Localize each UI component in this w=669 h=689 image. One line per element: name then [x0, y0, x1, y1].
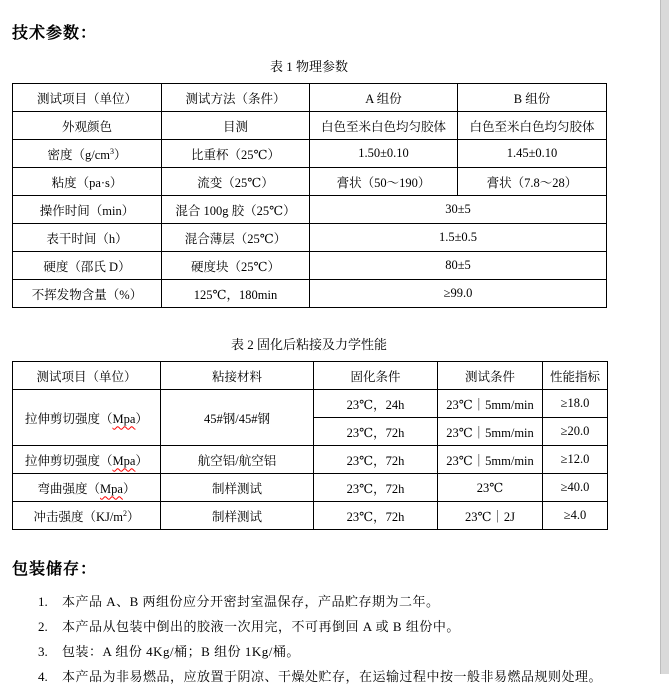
table1-header-component-a: A 组份 [310, 84, 458, 112]
cell-material: 航空铝/航空铝 [161, 446, 314, 474]
cell-item [13, 474, 161, 502]
list-item [12, 614, 660, 639]
table2-header-test-condition: 测试条件 [438, 362, 543, 390]
table2-header-row [13, 362, 608, 390]
cell-item-text: 弯曲强度（ [37, 481, 101, 496]
table1-row-non-volatile [13, 280, 607, 308]
cell-test-condition: 23℃｜5mm/min [438, 390, 543, 418]
cell-item-unit-misspelled: Mpa [100, 481, 123, 496]
table1-header-item: 测试项目（单位） [13, 84, 162, 112]
table1-header-component-b: B 组份 [458, 84, 607, 112]
cell-performance-index: ≥12.0 [543, 446, 608, 474]
cell-value-b: 膏状（7.8～28） [458, 168, 607, 196]
cell-material: 制样测试 [161, 502, 314, 530]
cell-cure-condition: 23℃，24h [314, 390, 438, 418]
cell-performance-index: ≥20.0 [543, 418, 608, 446]
cell-method: 流变（25℃） [162, 168, 310, 196]
cell-item [13, 502, 161, 530]
physical-parameters-table [12, 83, 607, 308]
table2-header-performance-index: 性能指标 [543, 362, 608, 390]
table1-row-density [13, 140, 607, 168]
cell-test-condition: 23℃｜2J [438, 502, 543, 530]
cell-item-text: 密度（g/cm [47, 147, 110, 162]
cell-item: 硬度（邵氏 D） [13, 252, 162, 280]
table1-caption: 表 1 物理参数 [269, 59, 348, 74]
cell-item-text: ） [135, 453, 148, 468]
cell-value-merged: ≥99.0 [310, 280, 607, 308]
cell-test-condition: 23℃｜5mm/min [438, 446, 543, 474]
cell-item-unit-misspelled: Mpa [112, 453, 136, 468]
cell-material: 制样测试 [161, 474, 314, 502]
list-item-number: 4. [38, 669, 48, 684]
cell-value-b: 白色至米白色均匀胶体 [458, 112, 607, 140]
cell-item-text: 拉伸剪切强度（ [25, 453, 113, 468]
cell-cure-condition: 23℃，72h [314, 502, 438, 530]
table2-row-shear-steel-a [13, 390, 608, 418]
cell-performance-index: ≥18.0 [543, 390, 608, 418]
cell-cure-condition: 23℃，72h [314, 446, 438, 474]
cell-item-text: ） [135, 411, 148, 426]
table1-row-tack-free-time [13, 224, 607, 252]
table2-row-impact-strength [13, 502, 608, 530]
cell-value-a: 白色至米白色均匀胶体 [310, 112, 458, 140]
table2-caption: 表 2 固化后粘接及力学性能 [230, 337, 387, 352]
table1-row-hardness [13, 252, 607, 280]
table2-row-shear-aluminum [13, 446, 608, 474]
cell-item [13, 140, 162, 168]
cell-item [13, 446, 161, 474]
cell-method: 比重杯（25℃） [162, 140, 310, 168]
list-item-number: 1. [38, 594, 48, 609]
cell-item-unit-misspelled: Mpa [112, 411, 136, 426]
mechanical-properties-table [12, 361, 608, 530]
cell-value-b: 1.45±0.10 [458, 140, 607, 168]
cell-value-merged: 80±5 [310, 252, 607, 280]
table1-row-appearance [13, 112, 607, 140]
table1-header-method: 测试方法（条件） [162, 84, 310, 112]
cell-method: 目测 [162, 112, 310, 140]
cell-performance-index: ≥4.0 [543, 502, 608, 530]
cell-item-text: ） [122, 481, 136, 496]
cell-value-merged: 30±5 [310, 196, 607, 224]
cell-cure-condition: 23℃，72h [314, 474, 438, 502]
storage-list [12, 589, 660, 689]
cell-value-merged: 1.5±0.5 [310, 224, 607, 252]
cell-material: 45#钢/45#钢 [161, 390, 314, 446]
cell-item: 不挥发物含量（%） [13, 280, 162, 308]
cell-item-text: ） [113, 147, 127, 162]
cell-item: 外观颜色 [13, 112, 162, 140]
list-item-text: 本产品为非易燃品，应放置于阴凉、干燥处贮存，在运输过程中按一般非易燃品规则处理。 [62, 669, 603, 684]
page-edge-strip [660, 0, 669, 674]
cell-method: 混合薄层（25℃） [162, 224, 310, 252]
cell-method: 125℃，180min [162, 280, 310, 308]
section-title-technical-parameters: 技术参数： [12, 25, 98, 42]
list-item [12, 664, 660, 689]
table2-header-material: 粘接材料 [161, 362, 314, 390]
superscript-exponent: 3 [109, 146, 114, 156]
table1-row-viscosity [13, 168, 607, 196]
table1-row-working-time [13, 196, 607, 224]
cell-item: 粘度（pa·s） [13, 168, 162, 196]
list-item-text: 包装：A 组份 4Kg/桶；B 组份 1Kg/桶。 [62, 644, 300, 659]
cell-item [13, 390, 161, 446]
cell-value-a: 1.50±0.10 [310, 140, 458, 168]
cell-test-condition: 23℃｜5mm/min [438, 418, 543, 446]
table2-header-cure-condition: 固化条件 [314, 362, 438, 390]
cell-item: 表干时间（h） [13, 224, 162, 252]
cell-item: 操作时间（min） [13, 196, 162, 224]
cell-item-text: 拉伸剪切强度（ [25, 411, 113, 426]
list-item-number: 2. [38, 619, 48, 634]
cell-item-text: 冲击强度（KJ/m [33, 509, 124, 524]
cell-method: 混合 100g 胶（25℃） [162, 196, 310, 224]
table1-header-row [13, 84, 607, 112]
superscript-exponent: 2 [123, 508, 128, 518]
list-item-number: 3. [38, 644, 48, 659]
cell-value-a: 膏状（50～190） [310, 168, 458, 196]
list-item-text: 本产品从包装中倒出的胶液一次用完，不可再倒回 A 或 B 组份中。 [62, 619, 460, 634]
cell-performance-index: ≥40.0 [543, 474, 608, 502]
list-item [12, 639, 660, 664]
cell-item-text: ） [127, 509, 140, 524]
section-title-packaging-storage: 包装储存： [12, 561, 98, 578]
table2-header-item: 测试项目（单位） [13, 362, 161, 390]
cell-cure-condition: 23℃，72h [314, 418, 438, 446]
table2-row-flexural-strength [13, 474, 608, 502]
cell-method: 硬度块（25℃） [162, 252, 310, 280]
list-item [12, 589, 660, 614]
cell-test-condition: 23℃ [438, 474, 543, 502]
list-item-text: 本产品 A、B 两组份应分开密封室温保存，产品贮存期为二年。 [62, 594, 440, 609]
